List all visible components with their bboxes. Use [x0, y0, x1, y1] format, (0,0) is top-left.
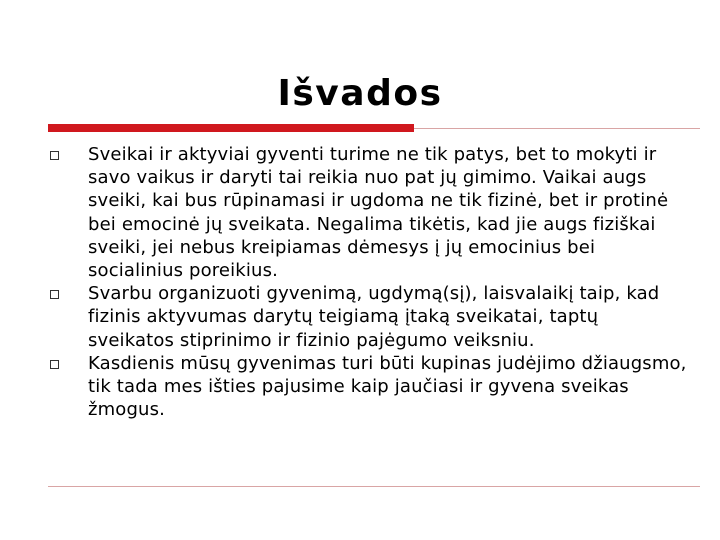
slide-title: Išvados [277, 73, 443, 114]
bullet-text: Kasdienis mūsų gyvenimas turi būti kupinas judėjimo džiaugsmo, tik tada mes išties pajusime kaip jaučiasi ir gyvena sveikas žmogus. [88, 352, 687, 421]
bullet-item [48, 282, 688, 352]
footer-divider-line [48, 486, 700, 487]
hollow-square-icon [50, 151, 59, 160]
title-accent-bar [48, 124, 414, 132]
bullet-item [48, 352, 688, 422]
bullet-text: Svarbu organizuoti gyvenimą, ugdymą(sį), laisvalaikį taip, kad fizinis aktyvumas darytų teigiamą įtaką sveikatai, taptų sveikatos stiprinimo ir fizinio pajėgumo veiksniu. [88, 283, 660, 351]
bullet-item [48, 143, 688, 282]
hollow-square-icon [50, 290, 59, 299]
hollow-square-icon [50, 360, 59, 369]
bullet-list [48, 143, 688, 421]
bullet-text: Sveikai ir aktyviai gyventi turime ne tik patys, bet to mokyti ir savo vaikus ir daryti tai reikia nuo pat jų gimimo. Vaikai augs sveiki, kai bus rūpinamasi ir ugdoma ne tik fizinė, bet ir protinė bei emocinė jų sveikata. Negalima tikėtis, kad jie augs fiziškai sveiki, jei nebus kreipiamas dėmesys į jų emocinius bei socialinius poreikius. [88, 144, 669, 282]
